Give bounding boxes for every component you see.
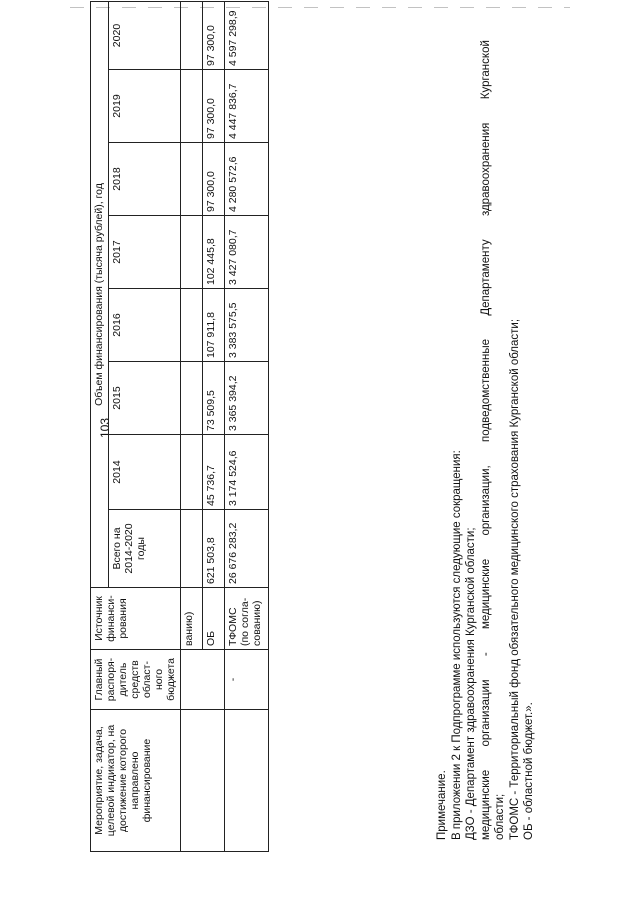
cell-source: ОБ — [203, 588, 225, 650]
cell-value — [181, 362, 203, 435]
table-row — [181, 2, 203, 852]
notes-justified-line — [479, 40, 494, 840]
cell-value: 45 736,7 — [203, 435, 225, 510]
cell-total: 26 676 283,2 — [225, 510, 269, 588]
cell-value: 102 445,8 — [203, 216, 225, 289]
notes-word: Департаменту — [479, 239, 492, 316]
notes-word: организации — [479, 679, 492, 747]
cell-value: 73 509,5 — [203, 362, 225, 435]
header-volume: Объем финансирования (тысяча рублей), год — [91, 2, 109, 588]
cell-value: 4 597 298,9 — [225, 2, 269, 70]
notes-line: В приложении 2 к Подпрограмме используются следующие сокращения: — [450, 450, 463, 840]
cell-total — [181, 510, 203, 588]
header-year: 2019 — [109, 70, 181, 143]
cell-value — [181, 2, 203, 70]
cell-value: 97 300,0 — [203, 2, 225, 70]
notes-block — [435, 40, 537, 840]
notes-word: подведомственные — [479, 339, 492, 442]
header-source: Источник финанси-рования — [91, 588, 181, 650]
notes-word: здравоохранения — [479, 122, 492, 217]
financing-table — [90, 1, 269, 852]
notes-line: ТФОМС - Территориальный фонд обязательного медицинского страхования Курганской области; — [508, 318, 521, 840]
cell-event — [225, 710, 269, 852]
header-manager: Главный распоря-дитель средств област-ного бюджета — [91, 650, 181, 710]
cell-value: 3 365 394,2 — [225, 362, 269, 435]
cell-value: 3 383 575,5 — [225, 289, 269, 362]
header-total: Всего на 2014-2020 годы — [109, 510, 181, 588]
cell-value: 97 300,0 — [203, 70, 225, 143]
notes-title: Примечание. — [436, 770, 448, 840]
header-year: 2017 — [109, 216, 181, 289]
cell-value: 3 174 524,6 — [225, 435, 269, 510]
notes-word: - — [479, 652, 492, 657]
page-number: 103 — [98, 417, 112, 439]
cell-value — [181, 70, 203, 143]
notes-word: медицинские — [479, 769, 492, 840]
header-event: Мероприятие, задача, целевой индикатор, на достижение которого направлено финансирование — [91, 710, 181, 852]
notes-word: Курганской — [479, 40, 492, 100]
notes-word: организации, — [479, 465, 492, 536]
cell-value: 97 300,0 — [203, 143, 225, 216]
cell-value — [181, 435, 203, 510]
table-row — [225, 2, 269, 852]
header-row-1 — [91, 2, 109, 852]
header-year: 2014 — [109, 435, 181, 510]
cell-source: ТФОМС (по согла-сованию) — [225, 588, 269, 650]
cell-value: 107 911,8 — [203, 289, 225, 362]
cell-value: 4 280 572,6 — [225, 143, 269, 216]
cell-source: ванию) — [181, 588, 203, 650]
cell-value: 4 447 836,7 — [225, 70, 269, 143]
header-year: 2016 — [109, 289, 181, 362]
header-year: 2018 — [109, 143, 181, 216]
notes-word: медицинские — [479, 558, 492, 629]
notes-line: ДЗО - Департамент здравоохранения Курганской области; — [465, 527, 477, 840]
cell-manager: - — [225, 650, 269, 710]
cell-value — [181, 289, 203, 362]
notes-line: ОБ - областной бюджет.». — [523, 702, 535, 840]
notes-line: области; — [494, 793, 506, 840]
header-year: 2015 — [109, 362, 181, 435]
cell-value: 3 427 080,7 — [225, 216, 269, 289]
cell-value — [181, 216, 203, 289]
cell-event — [181, 710, 225, 852]
cell-manager — [181, 650, 225, 710]
header-year: 2020 — [109, 2, 181, 70]
cell-value — [181, 143, 203, 216]
cell-total: 621 503,8 — [203, 510, 225, 588]
